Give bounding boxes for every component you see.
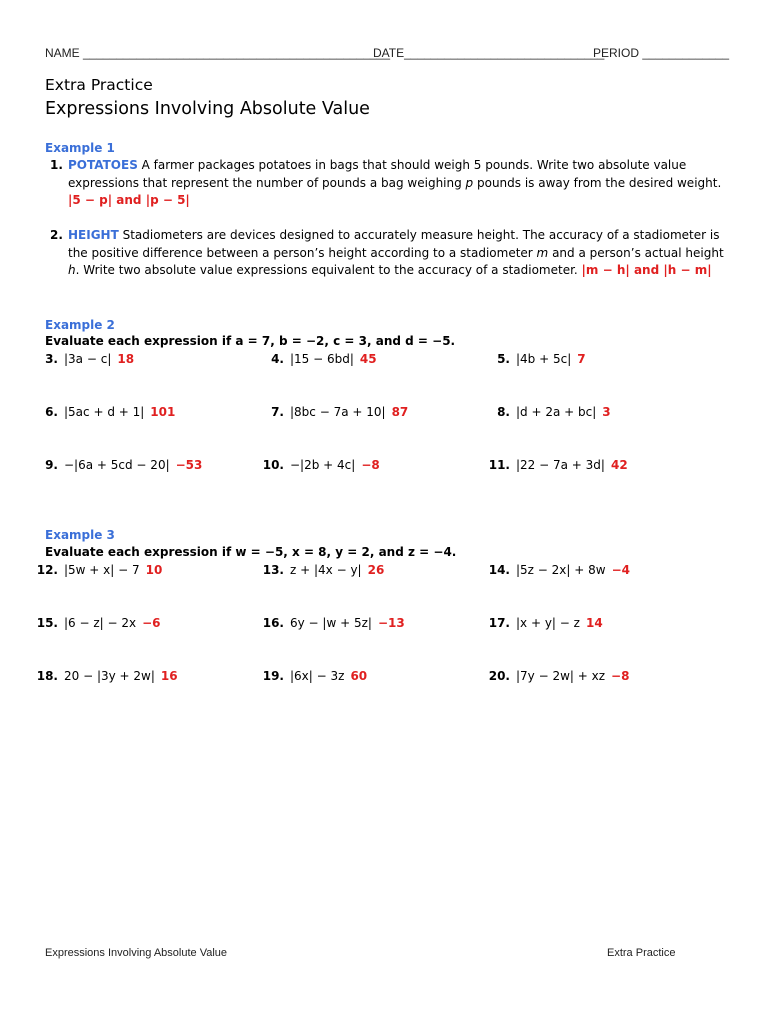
- problem-number: 15.: [36, 616, 58, 630]
- problem-number: 3.: [45, 352, 58, 366]
- variable: h: [68, 263, 76, 277]
- name-field[interactable]: NAME ______________________________________________: [45, 46, 390, 60]
- answer: −4: [611, 563, 630, 577]
- answer: 26: [367, 563, 385, 577]
- problem-expression: |5w + x| − 7: [64, 563, 140, 577]
- problem-expression: −|2b + 4c|: [290, 458, 356, 472]
- problem-expression: |22 − 7a + 3d|: [516, 458, 605, 472]
- problem-item: [480, 351, 586, 367]
- problem-number: 18.: [36, 669, 58, 683]
- problem-expression: |4b + 5c|: [516, 352, 572, 366]
- problem-number: 2.: [50, 228, 63, 242]
- student-info-line: [45, 46, 730, 62]
- problem-item: [480, 457, 628, 473]
- problem-item: [28, 404, 175, 420]
- problem-expression: |7y − 2w| + xz: [516, 669, 606, 683]
- answer: 16: [160, 669, 178, 683]
- answer: 45: [359, 352, 377, 366]
- problem-item: [28, 562, 162, 578]
- problem-number: 9.: [45, 458, 58, 472]
- footer-right: Extra Practice: [607, 947, 676, 959]
- problem-number: 20.: [488, 669, 510, 683]
- answer: 42: [610, 458, 628, 472]
- problem-number: 4.: [271, 352, 284, 366]
- problem-expression: |15 − 6bd|: [290, 352, 354, 366]
- answer: 7: [577, 352, 586, 366]
- problem-text-part: pounds is away from the desired weight.: [473, 175, 722, 190]
- problem-expression: |8bc − 7a + 10|: [290, 405, 386, 419]
- problem-keyword: HEIGHT: [68, 228, 119, 242]
- problem-number: 8.: [497, 405, 510, 419]
- problem-text: [68, 157, 730, 210]
- problem-number: 10.: [262, 458, 284, 472]
- problem-number: 12.: [36, 563, 58, 577]
- problem-item: [28, 351, 134, 367]
- problem-number: 14.: [488, 563, 510, 577]
- date-field[interactable]: DATE______________________________: [373, 46, 605, 60]
- problem-item: [480, 615, 603, 631]
- problem-item: [254, 457, 380, 473]
- worksheet-subtitle: Extra Practice: [45, 76, 153, 94]
- problem-expression: |x + y| − z: [516, 616, 580, 630]
- problem-number: 11.: [488, 458, 510, 472]
- answer: 14: [585, 616, 603, 630]
- problem-text-part: . Write two absolute value expressions equivalent to the accuracy of a stadiometer.: [75, 263, 582, 277]
- example-3-label: Example 3: [45, 528, 115, 542]
- problem-item: [254, 615, 405, 631]
- answer: −8: [361, 458, 380, 472]
- problem-number: 13.: [262, 563, 284, 577]
- answer: |5 − p| and |p − 5|: [68, 193, 190, 207]
- problem-expression: 20 − |3y + 2w|: [64, 669, 155, 683]
- problem-1: [50, 157, 730, 210]
- problem-expression: z + |4x − y|: [290, 563, 362, 577]
- footer-left: Expressions Involving Absolute Value: [45, 947, 228, 959]
- example-2-label: Example 2: [45, 318, 115, 332]
- problem-item: [480, 404, 611, 420]
- period-field[interactable]: PERIOD _____________: [593, 46, 730, 60]
- problem-item: [254, 351, 377, 367]
- example-1-label: Example 1: [45, 141, 115, 155]
- answer: −6: [142, 616, 161, 630]
- answer: −13: [377, 616, 405, 630]
- problem-item: [28, 457, 202, 473]
- problem-expression: |6x| − 3z: [290, 669, 345, 683]
- problem-text: [68, 227, 730, 280]
- problem-number: 7.: [271, 405, 284, 419]
- problem-expression: |5ac + d + 1|: [64, 405, 145, 419]
- variable: m: [536, 245, 549, 260]
- answer: 87: [391, 405, 409, 419]
- problem-expression: −|6a + 5cd − 20|: [64, 458, 170, 472]
- problem-expression: |3a − c|: [64, 352, 112, 366]
- problem-text-part: A farmer packages potatoes in bags that should weigh 5 pounds. Write two absolute value expressions that represent the number of pounds a bag weighing: [68, 158, 687, 190]
- problem-item: [28, 615, 161, 631]
- problem-expression: |d + 2a + bc|: [516, 405, 597, 419]
- problem-number: 6.: [45, 405, 58, 419]
- problem-item: [28, 668, 178, 684]
- answer: 60: [350, 669, 368, 683]
- problem-2: [50, 227, 730, 280]
- problem-number: 16.: [262, 616, 284, 630]
- problem-item: [254, 668, 367, 684]
- example-2-instruction: Evaluate each expression if a = 7, b = −2, c = 3, and d = −5.: [45, 334, 456, 348]
- problem-number: 1.: [50, 158, 63, 172]
- problem-text-part: Stadiometers are devices designed to accurately measure height. The accuracy of a stadiometer is the positive difference between a person’s height according to a stadiometer: [68, 228, 720, 260]
- problem-keyword: POTATOES: [68, 158, 138, 172]
- answer: |m − h| and |h − m|: [581, 263, 712, 277]
- problem-text-part: and a person’s actual height: [548, 245, 724, 260]
- answer: 10: [145, 563, 163, 577]
- problem-item: [480, 668, 629, 684]
- answer: 3: [602, 405, 611, 419]
- answer: 101: [150, 405, 176, 419]
- problem-expression: |6 − z| − 2x: [64, 616, 137, 630]
- answer: −53: [175, 458, 203, 472]
- variable: p: [465, 175, 474, 190]
- problem-item: [480, 562, 630, 578]
- problem-number: 19.: [262, 669, 284, 683]
- problem-number: 5.: [497, 352, 510, 366]
- problem-number: 17.: [488, 616, 510, 630]
- worksheet-title: Expressions Involving Absolute Value: [45, 99, 370, 119]
- answer: −8: [611, 669, 630, 683]
- problem-expression: |5z − 2x| + 8w: [516, 563, 606, 577]
- example-3-instruction: Evaluate each expression if w = −5, x = 8, y = 2, and z = −4.: [45, 545, 457, 559]
- problem-expression: 6y − |w + 5z|: [290, 616, 372, 630]
- answer: 18: [117, 352, 135, 366]
- problem-item: [254, 404, 408, 420]
- problem-item: [254, 562, 384, 578]
